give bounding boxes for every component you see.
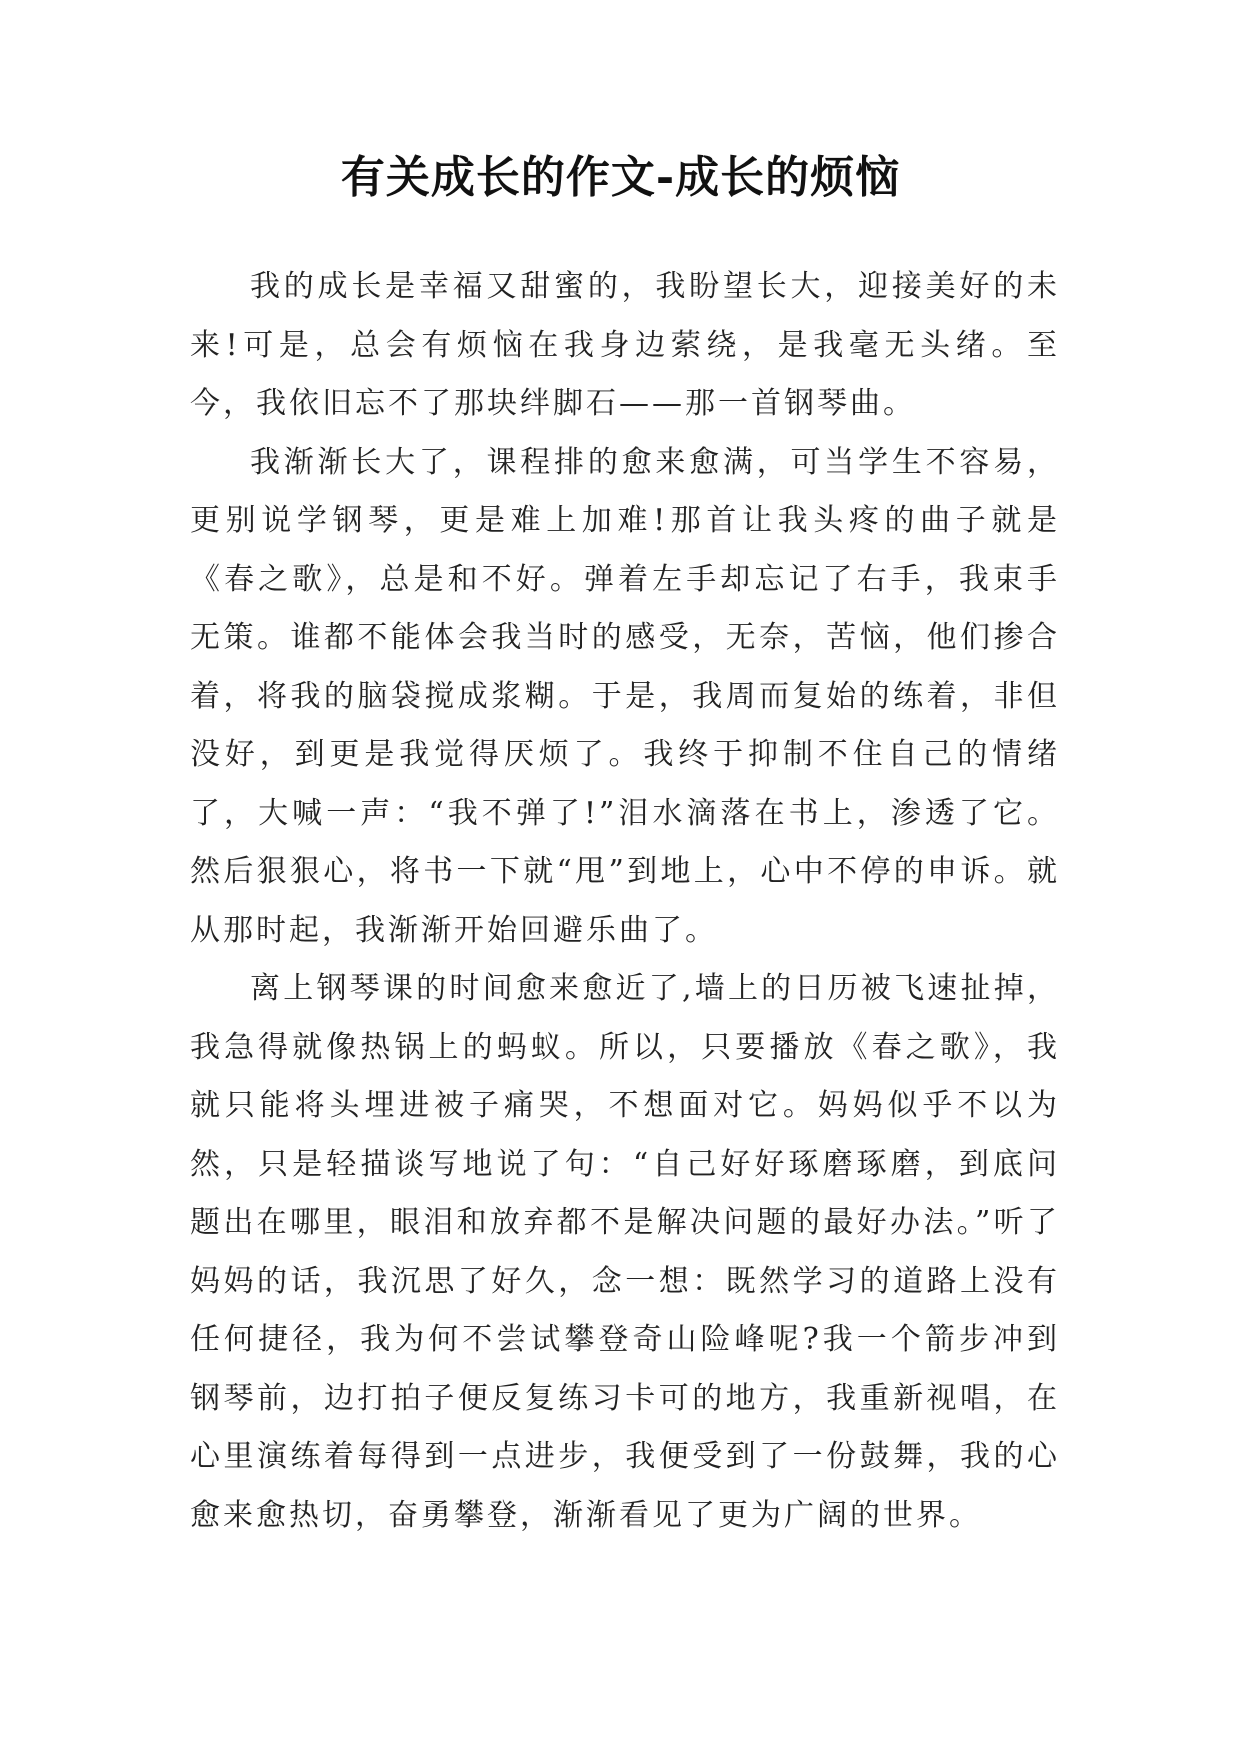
paragraph-2: 我渐渐长大了，课程排的愈来愈满，可当学生不容易，更别说学钢琴，更是难上加难!那首让我头疼的曲子就是《春之歌》，总是和不好。弹着左手却忘记了右手，我束手无策。谁都不能体会我当时的感受，无奈，苦恼，他们掺合着，将我的脑袋搅成浆糊。于是，我周而复始的练着，非但没好，到更是我觉得厌烦了。我终于抑制不住自己的情绪了，大喊一声：“我不弹了!”泪水滴落在书上，渗透了它。然后狠狠心，将书一下就“甩”到地上，心中不停的申诉。就从那时起，我渐渐开始回避乐曲了。 [190,444,1060,948]
page-title: 有关成长的作文-成长的烦恼 [340,152,901,203]
essay-body [190,258,1060,1545]
paragraph-3: 离上钢琴课的时间愈来愈近了,墙上的日历被飞速扯掉，我急得就像热锅上的蚂蚁。所以，只要播放《春之歌》，我就只能将头埋进被子痛哭，不想面对它。妈妈似乎不以为然，只是轻描谈写地说了句：“自己好好琢磨琢磨，到底问题出在哪里，眼泪和放弃都不是解决问题的最好办法。”听了妈妈的话，我沉思了好久，念一想：既然学习的道路上没有任何捷径，我为何不尝试攀登奇山险峰呢?我一个箭步冲到钢琴前，边打拍子便反复练习卡可的地方，我重新视唱，在心里演练着每得到一点进步，我便受到了一份鼓舞，我的心愈来愈热切，奋勇攀登，渐渐看见了更为广阔的世界。 [190,971,1060,1533]
paragraph-1: 我的成长是幸福又甜蜜的，我盼望长大，迎接美好的未来!可是，总会有烦恼在我身边萦绕，是我毫无头绪。至今，我依旧忘不了那块绊脚石——那一首钢琴曲。 [190,269,1060,421]
